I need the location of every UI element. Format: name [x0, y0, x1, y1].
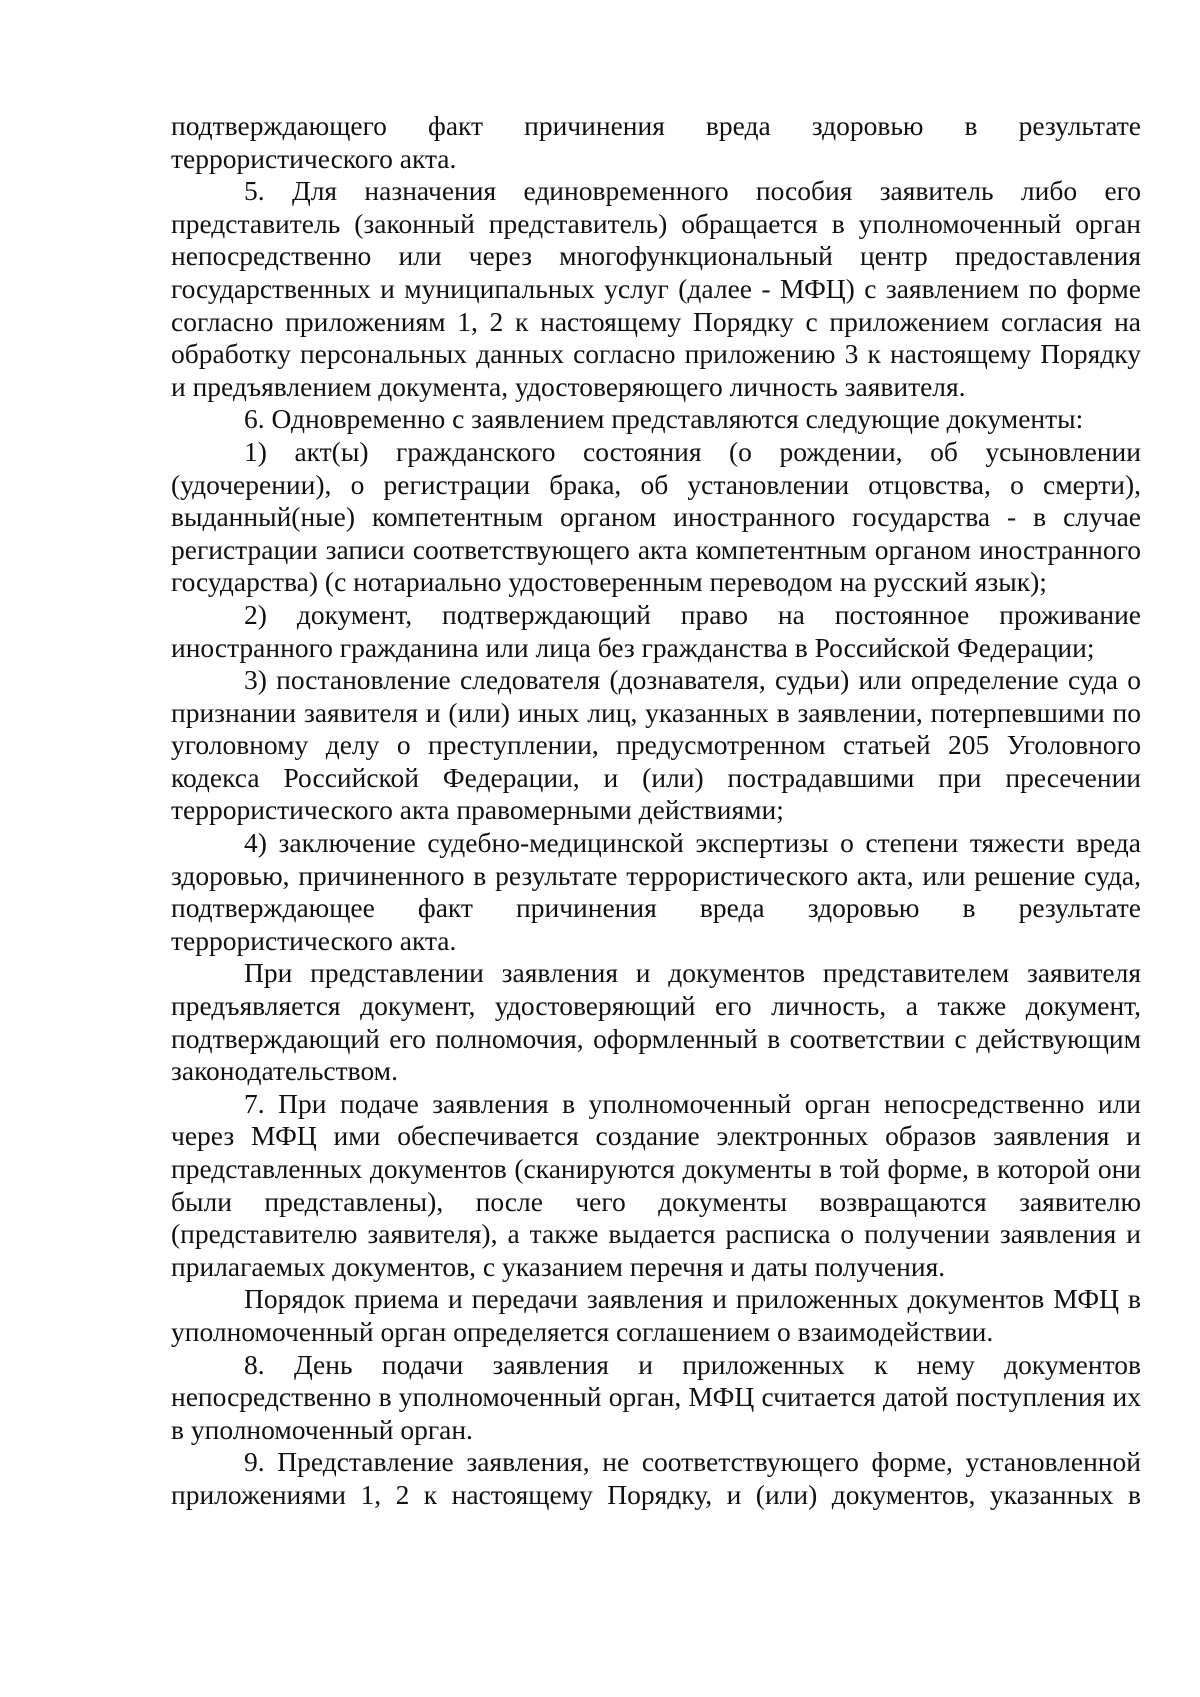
paragraph-item-6: 6. Одновременно с заявлением представляются следующие документы:	[244, 403, 1084, 435]
paragraph-continuation: подтверждающего факт причинения вреда здоровью в результате террористического акта.	[171, 110, 1141, 174]
paragraph-mfc-procedure: Порядок приема и передачи заявления и приложенных документов МФЦ в уполномоченный орган определяется соглашением о взаимодействии.	[171, 1283, 1141, 1347]
subitem-3: 3) постановление следователя (дознавателя, судьи) или определение суда о признании заявителя и (или) иных лиц, указанных в заявлении, потерпевшими по уголовному делу о преступлении, предусмотренном статьей 205 Уголовного кодекса Российской Федерации, и (или) пострадавшими при пресечении террористического акта правомерными действиями;	[171, 664, 1141, 826]
document-page	[171, 110, 1141, 1512]
subitem-1: 1) акт(ы) гражданского состояния (о рождении, об усыновлении (удочерении), о регистрации брака, об установлении отцовства, о смерти), выданный(ные) компетентным органом иностранного государства - в случае регистрации записи соответствующего акта компетентным органом иностранного государства) (с нотариально удостоверенным переводом на русский язык);	[171, 435, 1141, 598]
paragraph-item-7: 7. При подаче заявления в уполномоченный орган непосредственно или через МФЦ ими обеспечивается создание электронных образов заявления и представленных документов (сканируются документы в той форме, в которой они были представлены), после чего документы возвращаются заявителю (представителю заявителя), а также выдается расписка о получении заявления и прилагаемых документов, с указанием перечня и даты получения.	[171, 1087, 1141, 1282]
paragraph-item-8: 8. День подачи заявления и приложенных к нему документов непосредственно в уполномоченный орган, МФЦ считается датой поступления их в уполномоченный орган.	[171, 1348, 1141, 1445]
paragraph-item-9: 9. Представление заявления, не соответствующего форме, установленной приложениями 1, 2 к настоящему Порядку, и (или) документов, указанных в	[171, 1446, 1141, 1510]
subitem-2: 2) документ, подтверждающий право на постоянное проживание иностранного гражданина или лица без гражданства в Российской Федерации;	[171, 598, 1141, 663]
paragraph-representative: При представлении заявления и документов представителем заявителя предъявляется документ, удостоверяющий его личность, а также документ, подтверждающий его полномочия, оформленный в соответствии с действующим законодательством.	[171, 957, 1141, 1087]
subitem-4: 4) заключение судебно-медицинской экспертизы о степени тяжести вреда здоровью, причиненного в результате террористического акта, или решение суда, подтверждающее факт причинения вреда здоровью в результате террористического акта.	[171, 827, 1141, 956]
paragraph-item-5: 5. Для назначения единовременного пособия заявитель либо его представитель (законный представитель) обращается в уполномоченный орган непосредственно или через многофункциональный центр предоставления государственных и муниципальных услуг (далее - МФЦ) с заявлением по форме согласно приложениям 1, 2 к настоящему Порядку с приложением согласия на обработку персональных данных согласно приложению 3 к настоящему Порядку и предъявлением документа, удостоверяющего личность заявителя.	[171, 175, 1141, 402]
